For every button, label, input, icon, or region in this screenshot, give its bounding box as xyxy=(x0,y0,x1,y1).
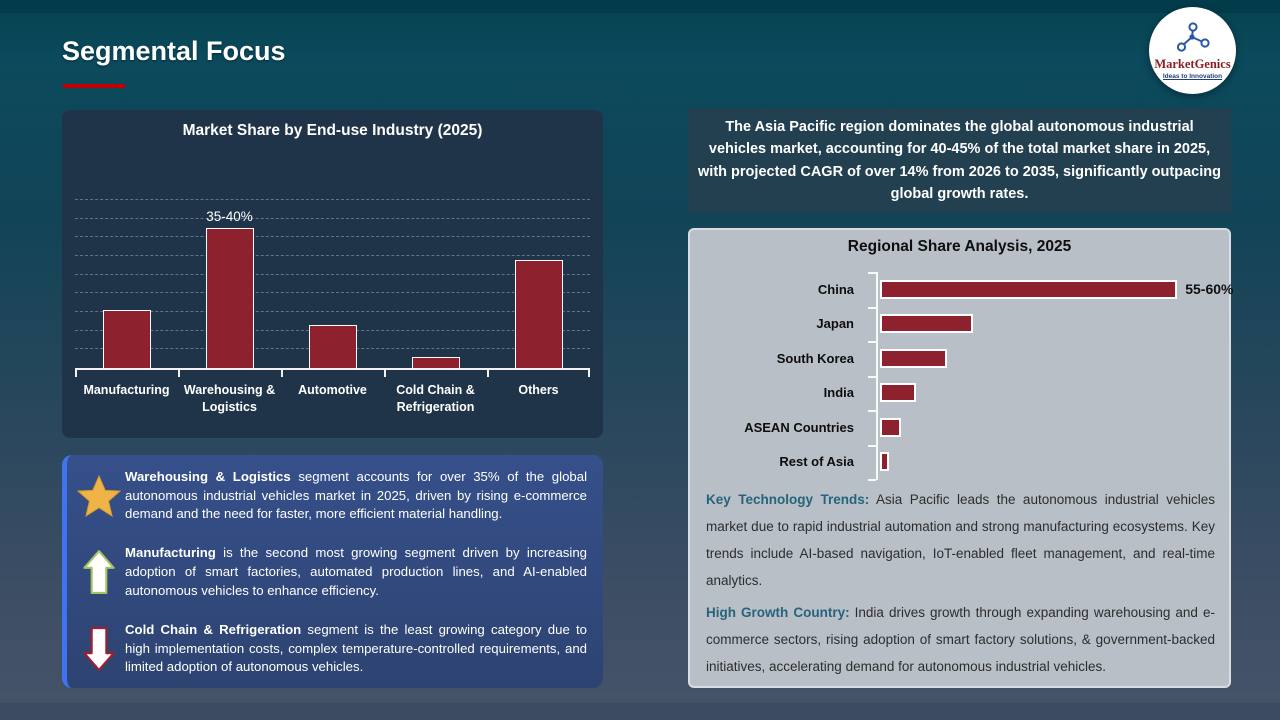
hbar-label: China xyxy=(817,281,854,297)
hbar-track xyxy=(880,452,1216,471)
axis-tick xyxy=(868,376,876,378)
hbar-label: ASEAN Countries xyxy=(744,419,854,435)
category-label: Automotive xyxy=(298,383,367,397)
hbar-2 xyxy=(880,314,973,333)
regional-panel xyxy=(688,228,1234,688)
logo-brand: MarketGenics xyxy=(1154,57,1231,72)
bar-5 xyxy=(515,260,563,368)
category-label: Others xyxy=(518,383,559,397)
hbar-row xyxy=(704,341,1216,375)
top-band xyxy=(0,0,1280,13)
hbar-row xyxy=(704,445,1216,479)
bottom-band xyxy=(0,703,1280,720)
note-high-growth: High Growth Country: India drives growth through expanding warehousing and e-commerce sectors, rising adoption of smart factory solutions, & government-backed initiatives, accelerating demand for autonomous industrial vehicles. xyxy=(706,605,1216,674)
page-title: Segmental Focus xyxy=(62,36,286,66)
bar-cell xyxy=(75,200,178,368)
logo-tagline: Ideas to Innovation xyxy=(1162,72,1223,80)
hbar-label: South Korea xyxy=(776,350,854,366)
logo xyxy=(1149,7,1236,94)
hbar-track xyxy=(880,314,1216,333)
axis-tick xyxy=(281,370,283,377)
down-arrow-icon xyxy=(73,626,125,672)
bar-cell xyxy=(178,200,281,368)
bar-2 xyxy=(206,228,254,368)
axis-tick xyxy=(75,370,77,377)
axis-tick xyxy=(178,370,180,377)
end-use-axis-ticks xyxy=(75,370,590,377)
category-label: Manufacturing xyxy=(83,383,170,397)
note-keyword: High Growth Country: xyxy=(706,605,850,620)
hbar-row xyxy=(704,307,1216,341)
bar-cell xyxy=(384,200,487,368)
hbar-track xyxy=(880,280,1234,299)
hbar-label: Rest of Asia xyxy=(779,454,854,469)
end-use-categories xyxy=(75,382,590,416)
hbar-track xyxy=(880,349,1216,368)
insight-keyword: Manufacturing xyxy=(125,545,216,561)
end-use-chart-panel xyxy=(62,110,603,438)
bar-cell xyxy=(487,200,590,368)
end-use-chart-title: Market Share by End-use Industry (2025) xyxy=(182,122,483,139)
hbar-label: Japan xyxy=(816,316,854,331)
insight-manufacturing xyxy=(73,544,587,600)
hbar-label: India xyxy=(823,385,854,400)
hbar-track xyxy=(880,383,1216,402)
axis-tick xyxy=(384,370,386,377)
axis-tick xyxy=(868,272,876,274)
axis-tick xyxy=(868,445,876,447)
hbar-3 xyxy=(880,349,947,368)
category-label: Cold Chain & Refrigeration xyxy=(396,383,475,414)
axis-tick xyxy=(588,370,590,377)
hbar-track xyxy=(880,418,1216,437)
regional-notes xyxy=(706,486,1215,685)
note-keyword: Key Technology Trends: xyxy=(706,492,870,507)
title-underline xyxy=(63,84,125,88)
bar-4 xyxy=(412,357,460,368)
star-icon xyxy=(73,475,125,517)
up-arrow-icon xyxy=(73,549,125,595)
regional-chart-title: Regional Share Analysis, 2025 xyxy=(847,238,1072,255)
hbar-1 xyxy=(880,280,1177,299)
hbar-row xyxy=(704,376,1216,410)
hbar-row xyxy=(704,410,1216,444)
axis-tick xyxy=(868,410,876,412)
bar-3 xyxy=(309,325,357,368)
insight-warehousing xyxy=(73,468,587,524)
bar-value-label: 35-40% xyxy=(206,209,253,224)
regional-chart xyxy=(704,272,1234,482)
insight-text: Cold Chain & Refrigeration segment is the least growing category due to high implementation costs, complex temperature-controlled requirements, and limited adoption of autonomous vehicles. xyxy=(125,621,587,675)
insight-cold-chain xyxy=(73,621,587,677)
highlight-text: The Asia Pacific region dominates the global autonomous industrial vehicles market, accounting for 40-45% of the total market share in 2025, with projected CAGR of over 14% from 2026 to 2035, significantly outpacing global growth rates. xyxy=(698,118,1221,202)
molecule-icon xyxy=(1175,21,1211,58)
bar-cell xyxy=(281,200,384,368)
insight-keyword: Cold Chain & Refrigeration xyxy=(125,621,302,637)
insight-text: Manufacturing is the second most growing segment driven by increasing adoption of smart factories, automated production lines, and AI-enabled autonomous vehicles to enhance efficiency. xyxy=(125,545,587,598)
hbar-4 xyxy=(880,383,916,402)
category-label: Warehousing & Logistics xyxy=(183,383,276,414)
axis-tick xyxy=(868,307,876,309)
end-use-plot xyxy=(75,200,590,370)
insights-box xyxy=(62,455,603,688)
note-technology-trends: Key Technology Trends: Asia Pacific leads the autonomous industrial vehicles market due to rapid industrial automation and strong manufacturing ecosystems. Key trends include AI-based navigation, IoT-enabled fleet management, and real-time analytics. xyxy=(706,492,1215,588)
axis-tick xyxy=(868,341,876,343)
hbar-row xyxy=(704,272,1234,306)
axis-tick xyxy=(487,370,489,377)
asia-pacific-highlight xyxy=(688,108,1231,213)
insight-text: Warehousing & Logistics segment accounts for over 35% of the global autonomous industrial vehicles market in 2025, driven by rising e-commerce demand and the need for faster, more efficient material handling. xyxy=(125,469,588,522)
hbar-6 xyxy=(880,452,889,471)
insight-keyword: Warehousing & Logistics xyxy=(125,469,291,484)
hbar-value-label: 55-60% xyxy=(1185,281,1234,297)
hbar-5 xyxy=(880,418,901,437)
axis-tick xyxy=(868,479,876,481)
bar-1 xyxy=(103,310,151,368)
